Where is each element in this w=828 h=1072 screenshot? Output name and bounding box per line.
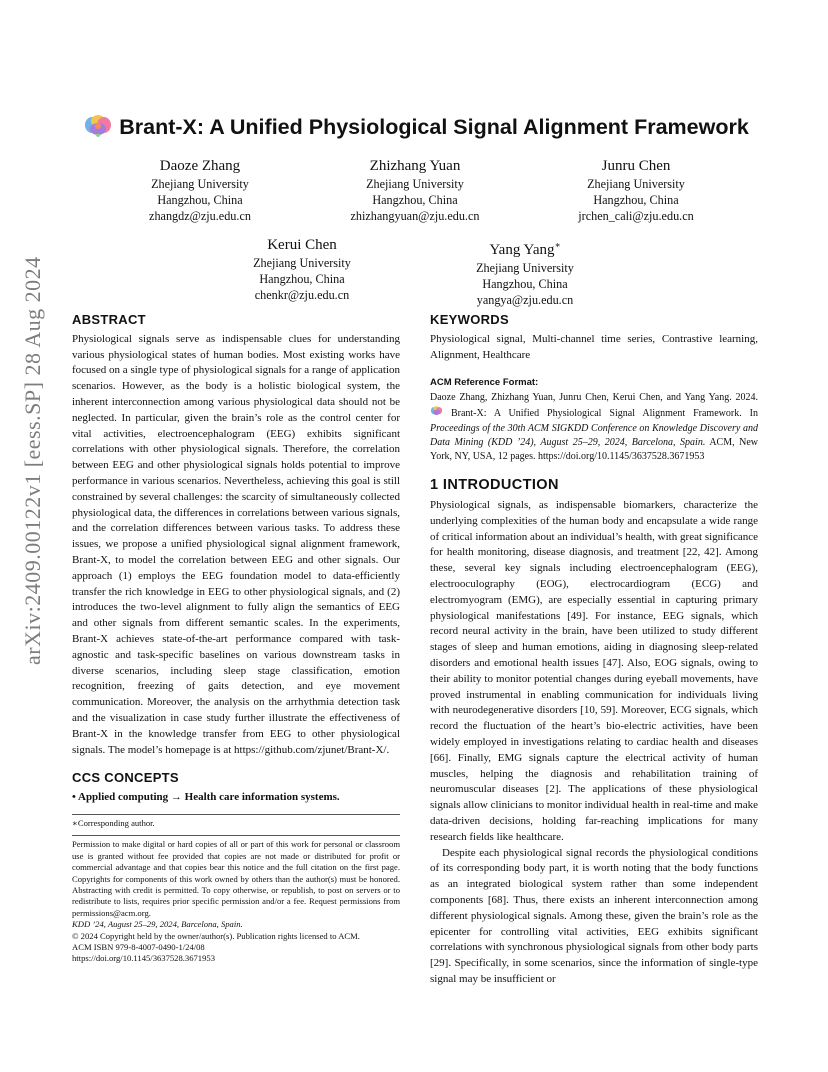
author-location: Hangzhou, China (372, 193, 458, 207)
author-block-3 (526, 156, 746, 224)
author-affiliation: Zhejiang University (253, 256, 351, 270)
author-location: Hangzhou, China (157, 193, 243, 207)
acm-ref-heading: ACM Reference Format: (430, 377, 539, 389)
ccs-item: • Applied computing → Health care information systems. (72, 791, 340, 804)
author-email: jrchen_cali@zju.edu.cn (578, 209, 694, 223)
author-name: Zhizhang Yuan (369, 158, 461, 174)
abstract-heading: ABSTRACT (72, 312, 146, 327)
isbn-line: ACM ISBN 979-8-4007-0490-1/24/08 (72, 941, 205, 952)
author-affiliation: Zhejiang University (476, 261, 574, 275)
arxiv-stamp: arXiv:2409.00122v1 [eess.SP] 28 Aug 2024 (20, 256, 45, 665)
permission-rule (72, 835, 400, 836)
author-email: zhangdz@zju.edu.cn (149, 209, 251, 223)
right-column (430, 312, 758, 988)
author-email: chenkr@zju.edu.cn (254, 288, 350, 302)
title-text: Brant-X: A Unified Physiological Signal Alignment Framework (119, 114, 749, 139)
author-name: Kerui Chen (267, 237, 337, 253)
author-affiliation: Zhejiang University (587, 177, 685, 191)
author-affiliation: Zhejiang University (366, 177, 464, 191)
venue-line: KDD ’24, August 25–29, 2024, Barcelona, Spain. (72, 919, 243, 930)
author-location: Hangzhou, China (593, 193, 679, 207)
intro-paragraph-2: Despite each physiological signal records the physiological conditions of its corresponding body part, it is worth noting that the body functions as an integrated biological system rather than some independent components [68]. Thus, there exists an inherent interconnection among different physiological signals. Among these, given the brain’s role as the epicenter for controlling vital activities, EEG exhibits significant correlations with synchronous physiological signals from other body parts [29]. Specifically, in some scenarios, since the information of single-type signal may be insufficient or (430, 846, 758, 985)
acm-ref-text: Daoze Zhang, Zhizhang Yuan, Junru Chen, Kerui Chen, and Yang Yang. 2024. Brant-X: A Unified Physiological Signal Alignment Framework. In Proceedings of the 30th ACM SIGKDD Conference on Knowledge Discovery and Data Mining (KDD ’24), August 25–29, 2024, Barcelona, Spain. ACM, New York, NY, USA, 12 pages. https://doi.org/10.1145/3637528.3671953 (430, 392, 758, 462)
intro-paragraph-1: Physiological signals, as indispensable biomarkers, characterize the underlying complexities of the human body and encapsulate a wide range of critical information about an individual’s health, with great significance for health monitoring, disease diagnosis, and treatment [22, 42]. Among these, several key signals including electroencephalogram (EEG), electrooculography (EOG), electrocardiogram (ECG) and electromyogram (EMG), are especially essential in capturing primary physiological manifestations [49]. For instance, EEG signals, which record neural activity in the brain, have been utilized to study different stages of sleep and human emotions, aiding in diagnosing sleep-related disorders and emotional health issues [47]. Also, EOG signals, owing to their ability to monitor potential changes during eyeball movements, have proved instrumental in enabling communication for individuals living with neurodegenerative disorders [10, 59]. Moreover, ECG signals, which record the fluctuation of the heart’s bio-electric activities, have been widely employed in investigations relating to cardiac health and diseases [66]. Finally, EMG signals capture the electrical activity of human muscles, helping the diagnosis and rehabilitation training of neuromuscular diseases [2]. The applications of these physiological signals allow clinicians to monitor individual health in real-time and make data-driven decisions, holding far-reaching implications for many research fields like healthcare. (430, 499, 758, 843)
author-block-1 (90, 156, 310, 224)
intro-heading: 1 INTRODUCTION (430, 477, 559, 494)
brain-logo-small-icon (430, 405, 443, 418)
author-block-2 (305, 156, 525, 224)
author-block-4 (192, 235, 412, 303)
author-email: yangya@zju.edu.cn (476, 293, 574, 307)
keywords-heading: KEYWORDS (430, 312, 509, 327)
author-location: Hangzhou, China (259, 272, 345, 286)
paper-title (83, 112, 749, 142)
keywords-text: Physiological signal, Multi-channel time series, Contrastive learning, Alignment, Healthcare (430, 332, 758, 361)
author-name: Yang Yang∗ (489, 240, 561, 258)
left-column (72, 312, 400, 965)
abstract-text: Physiological signals serve as indispensable clues for understanding various physiological states of human bodies. Most existing works have focused on a single type of physiological signals for a range of application scenarios. However, as the body is a holistic biological system, the inherent interconnection among various physiological data should not be neglected. In particular, given the brain’s role as the control center for vital activities, electroencephalogram (EEG) exhibits significant correlations with other physiological signals. Therefore, the correlation between EEG and other physiological signals holds potential to improve performance in various scenarios. Nevertheless, achieving this goal is still constrained by several challenges: the scarcity of simultaneously collected physiological data, the differences in correlations between various signals, and the correlation differences between various tasks. To address these issues, we propose a unified physiological signal alignment framework, Brant-X, to model the correlation between EEG and other signals. Our approach (1) employs the EEG foundation model to data-efficiently transfer the rich knowledge in EEG to other physiological signals, and (2) introduces the two-level alignment to fully align the semantics of EEG and other signals from different semantic scales. In the experiments, Brant-X achieves state-of-the-art performance compared with task-agnostic and task-specific baselines on various downstream tasks in diverse scenarios, including sleep stage classification, emotion recognition, freezing of gaits detection, and eye movement communication. Moreover, the analysis on the arrhythmia detection task and the visualization in case study further illustrate the effectiveness of Brant-X in the knowledge transfer from EEG to other physiological signals. The model’s homepage is at https://github.com/zjunet/Brant-X/. (72, 332, 400, 756)
permission-notice: Permission to make digital or hard copies of all or part of this work for personal or classroom use is granted without fee provided that copies are not made or distributed for profit or commercial advantage and that copies bear this notice and the full citation on the first page. Copyrights for components of this work owned by others than the author(s) must be honored. Abstracting with credit is permitted. To copy otherwise, or republish, to post on servers or to redistribute to lists, requires prior specific permission and/or a fee. Request permissions from permissions@acm.org. (72, 839, 400, 918)
author-block-5 (415, 235, 635, 308)
corresponding-mark: ∗ (554, 240, 561, 250)
doi-line: https://doi.org/10.1145/3637528.3671953 (72, 953, 215, 964)
corresponding-footnote: ∗Corresponding author. (72, 817, 155, 828)
copyright-line: © 2024 Copyright held by the owner/author(s). Publication rights licensed to ACM. (72, 930, 360, 941)
brain-logo-icon (83, 112, 113, 142)
author-location: Hangzhou, China (482, 277, 568, 291)
author-name: Daoze Zhang (159, 158, 241, 174)
ccs-heading: CCS CONCEPTS (72, 770, 179, 786)
author-name: Junru Chen (601, 158, 671, 174)
footnote-rule (72, 814, 400, 815)
author-email: zhizhangyuan@zju.edu.cn (350, 209, 480, 223)
author-affiliation: Zhejiang University (151, 177, 249, 191)
title-block (70, 112, 762, 147)
